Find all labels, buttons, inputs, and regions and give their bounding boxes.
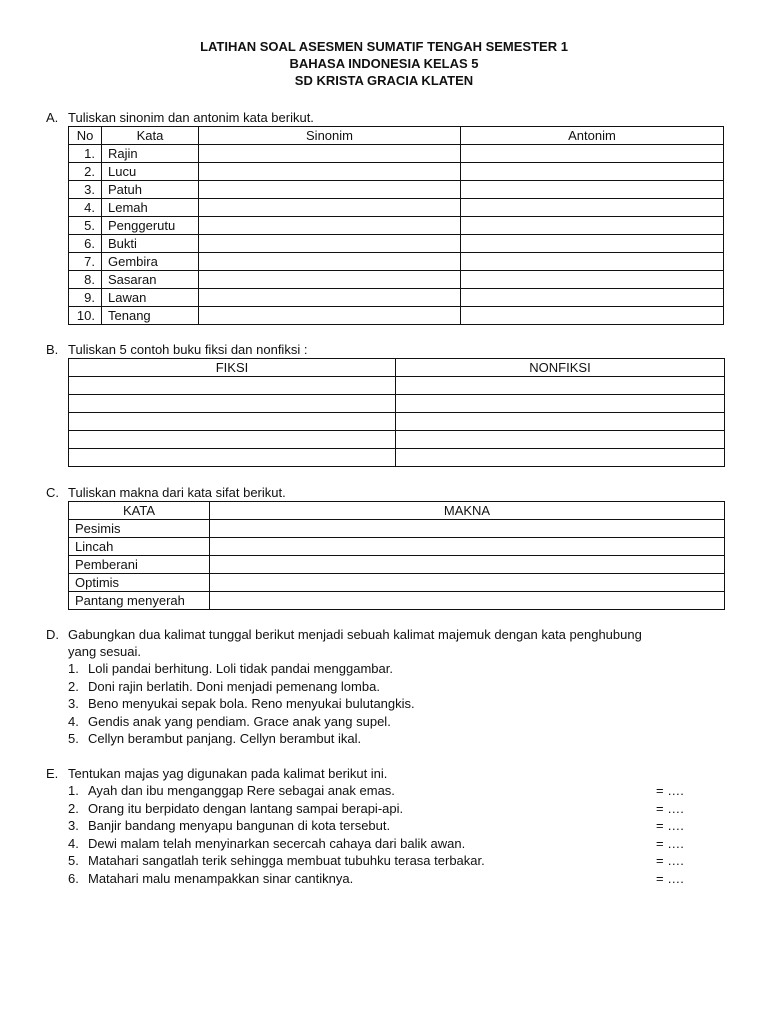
header-title: LATIHAN SOAL ASESMEN SUMATIF TENGAH SEMESTER 1 bbox=[200, 39, 568, 54]
sinonim-answer-cell[interactable] bbox=[199, 271, 461, 289]
row-word: Gembira bbox=[102, 253, 199, 271]
row-word: Lawan bbox=[102, 289, 199, 307]
row-word: Sasaran bbox=[102, 271, 199, 289]
answer-blank[interactable]: = …. bbox=[656, 818, 684, 833]
table-header-row bbox=[69, 502, 725, 520]
header-fiksi: FIKSI bbox=[69, 359, 396, 377]
answer-blank[interactable]: = …. bbox=[656, 853, 684, 868]
row-word: Patuh bbox=[102, 181, 199, 199]
sinonim-answer-cell[interactable] bbox=[199, 181, 461, 199]
sinonim-answer-cell[interactable] bbox=[199, 199, 461, 217]
section-d-letter: D. bbox=[46, 627, 59, 642]
row-number: 8. bbox=[69, 271, 102, 289]
table-row bbox=[69, 253, 724, 271]
header-kata: Kata bbox=[102, 127, 199, 145]
item-text: Loli pandai berhitung. Loli tidak pandai menggambar. bbox=[88, 661, 393, 676]
fiksi-answer-cell[interactable] bbox=[69, 449, 396, 467]
item-text: Matahari sangatlah terik sehingga membuat tubuhku terasa terbakar. bbox=[88, 853, 485, 868]
section-c bbox=[46, 484, 726, 610]
section-a bbox=[46, 109, 726, 325]
item-text: Banjir bandang menyapu bangunan di kota tersebut. bbox=[88, 818, 391, 833]
item-number: 6. bbox=[68, 870, 79, 886]
table-row bbox=[69, 592, 725, 610]
table-row bbox=[69, 449, 725, 467]
section-d-title bbox=[46, 626, 726, 643]
item-text: Orang itu berpidato dengan lantang sampai berapi-api. bbox=[88, 800, 404, 816]
item-number: 2. bbox=[68, 678, 79, 694]
table-row bbox=[69, 289, 724, 307]
item-number: 1. bbox=[68, 783, 79, 798]
row-number: 3. bbox=[69, 181, 102, 199]
fiction-nonfiction-table bbox=[68, 358, 725, 467]
row-word: Pemberani bbox=[69, 556, 210, 574]
list-item bbox=[68, 713, 726, 731]
makna-answer-cell[interactable] bbox=[210, 520, 725, 538]
makna-answer-cell[interactable] bbox=[210, 592, 725, 610]
antonim-answer-cell[interactable] bbox=[461, 253, 724, 271]
table-row bbox=[69, 574, 725, 592]
row-number: 7. bbox=[69, 253, 102, 271]
makna-answer-cell[interactable] bbox=[210, 538, 725, 556]
section-c-instruction: Tuliskan makna dari kata sifat berikut. bbox=[68, 485, 286, 500]
answer-blank[interactable]: = …. bbox=[656, 783, 684, 798]
table-row bbox=[69, 538, 725, 556]
section-a-instruction: Tuliskan sinonim dan antonim kata berikut. bbox=[68, 110, 314, 125]
row-word: Bukti bbox=[102, 235, 199, 253]
header-sinonim: Sinonim bbox=[199, 127, 461, 145]
fiksi-answer-cell[interactable] bbox=[69, 431, 396, 449]
section-d-instruction-cont: yang sesuai. bbox=[68, 644, 141, 659]
antonim-answer-cell[interactable] bbox=[461, 307, 724, 325]
table-header-row bbox=[69, 127, 724, 145]
answer-blank[interactable]: = …. bbox=[656, 800, 684, 816]
table-row bbox=[69, 145, 724, 163]
section-b-title bbox=[46, 341, 726, 358]
list-item bbox=[68, 800, 726, 818]
list-item bbox=[68, 817, 726, 835]
item-text: Cellyn berambut panjang. Cellyn berambut ikal. bbox=[88, 731, 362, 746]
section-b-letter: B. bbox=[46, 342, 59, 357]
makna-answer-cell[interactable] bbox=[210, 574, 725, 592]
table-header-row bbox=[69, 359, 725, 377]
section-e-letter: E. bbox=[46, 766, 59, 781]
list-item bbox=[68, 782, 726, 800]
row-number: 9. bbox=[69, 289, 102, 307]
section-e bbox=[46, 765, 726, 887]
row-word: Optimis bbox=[69, 574, 210, 592]
table-row bbox=[69, 271, 724, 289]
item-text: Beno menyukai sepak bola. Reno menyukai bulutangkis. bbox=[88, 696, 415, 711]
antonim-answer-cell[interactable] bbox=[461, 163, 724, 181]
list-item bbox=[68, 660, 726, 678]
section-e-list bbox=[46, 782, 726, 887]
list-item bbox=[68, 852, 726, 870]
answer-blank[interactable]: = …. bbox=[656, 870, 684, 886]
section-d bbox=[46, 626, 726, 748]
antonim-answer-cell[interactable] bbox=[461, 289, 724, 307]
row-number: 10. bbox=[69, 307, 102, 325]
section-e-title bbox=[46, 765, 726, 782]
item-number: 1. bbox=[68, 661, 79, 676]
section-a-title bbox=[46, 109, 726, 126]
section-d-list bbox=[46, 660, 726, 748]
item-text: Dewi malam telah menyinarkan secercah cahaya dari balik awan. bbox=[88, 835, 466, 851]
section-b bbox=[46, 341, 726, 467]
row-number: 4. bbox=[69, 199, 102, 217]
table-row bbox=[69, 235, 724, 253]
table-row bbox=[69, 413, 725, 431]
answer-blank[interactable]: = …. bbox=[656, 835, 684, 851]
item-number: 5. bbox=[68, 731, 79, 746]
sinonim-answer-cell[interactable] bbox=[199, 145, 461, 163]
row-word: Penggerutu bbox=[102, 217, 199, 235]
item-number: 5. bbox=[68, 853, 79, 868]
row-word: Lincah bbox=[69, 538, 210, 556]
section-c-letter: C. bbox=[46, 485, 59, 500]
table-row bbox=[69, 163, 724, 181]
section-c-title bbox=[46, 484, 726, 501]
header-nonfiksi: NONFIKSI bbox=[396, 359, 725, 377]
table-row bbox=[69, 556, 725, 574]
header-no: No bbox=[69, 127, 102, 145]
row-number: 1. bbox=[69, 145, 102, 163]
sinonim-answer-cell[interactable] bbox=[199, 217, 461, 235]
table-row bbox=[69, 217, 724, 235]
nonfiksi-answer-cell[interactable] bbox=[396, 377, 725, 395]
section-a-letter: A. bbox=[46, 110, 59, 125]
item-number: 3. bbox=[68, 818, 79, 833]
row-number: 6. bbox=[69, 235, 102, 253]
word-meaning-table bbox=[68, 501, 725, 610]
nonfiksi-answer-cell[interactable] bbox=[396, 431, 725, 449]
item-text: Ayah dan ibu menganggap Rere sebagai anak emas. bbox=[88, 783, 395, 798]
item-number: 2. bbox=[68, 800, 79, 816]
row-word: Lemah bbox=[102, 199, 199, 217]
table-row bbox=[69, 395, 725, 413]
item-text: Gendis anak yang pendiam. Grace anak yang supel. bbox=[88, 713, 391, 729]
antonim-answer-cell[interactable] bbox=[461, 235, 724, 253]
synonym-antonym-table bbox=[68, 126, 724, 325]
fiksi-answer-cell[interactable] bbox=[69, 377, 396, 395]
nonfiksi-answer-cell[interactable] bbox=[396, 395, 725, 413]
item-text: Doni rajin berlatih. Doni menjadi pemenang lomba. bbox=[88, 678, 380, 694]
sinonim-answer-cell[interactable] bbox=[199, 235, 461, 253]
row-number: 5. bbox=[69, 217, 102, 235]
nonfiksi-answer-cell[interactable] bbox=[396, 413, 725, 431]
header-subject: BAHASA INDONESIA KELAS 5 bbox=[289, 56, 479, 71]
row-word: Pantang menyerah bbox=[69, 592, 210, 610]
row-word: Tenang bbox=[102, 307, 199, 325]
list-item bbox=[68, 870, 726, 888]
table-row bbox=[69, 377, 725, 395]
table-row bbox=[69, 307, 724, 325]
table-row bbox=[69, 181, 724, 199]
header-makna: MAKNA bbox=[210, 502, 725, 520]
row-number: 2. bbox=[69, 163, 102, 181]
item-number: 3. bbox=[68, 696, 79, 711]
list-item bbox=[68, 730, 726, 748]
section-d-instruction: Gabungkan dua kalimat tunggal berikut menjadi sebuah kalimat majemuk dengan kata penghubung bbox=[68, 627, 642, 642]
sinonim-answer-cell[interactable] bbox=[199, 289, 461, 307]
row-word: Pesimis bbox=[69, 520, 210, 538]
header-school: SD KRISTA GRACIA KLATEN bbox=[294, 73, 474, 88]
document-header bbox=[0, 38, 768, 89]
antonim-answer-cell[interactable] bbox=[461, 181, 724, 199]
sinonim-answer-cell[interactable] bbox=[199, 307, 461, 325]
antonim-answer-cell[interactable] bbox=[461, 271, 724, 289]
antonim-answer-cell[interactable] bbox=[461, 217, 724, 235]
antonim-answer-cell[interactable] bbox=[461, 145, 724, 163]
item-number: 4. bbox=[68, 835, 79, 851]
row-word: Lucu bbox=[102, 163, 199, 181]
header-kata: KATA bbox=[69, 502, 210, 520]
section-e-instruction: Tentukan majas yag digunakan pada kalimat berikut ini. bbox=[68, 766, 388, 781]
header-antonim: Antonim bbox=[461, 127, 724, 145]
item-text: Matahari malu menampakkan sinar cantiknya. bbox=[88, 870, 354, 886]
row-word: Rajin bbox=[102, 145, 199, 163]
nonfiksi-answer-cell[interactable] bbox=[396, 449, 725, 467]
fiksi-answer-cell[interactable] bbox=[69, 395, 396, 413]
table-row bbox=[69, 199, 724, 217]
makna-answer-cell[interactable] bbox=[210, 556, 725, 574]
list-item bbox=[68, 695, 726, 713]
item-number: 4. bbox=[68, 713, 79, 729]
sinonim-answer-cell[interactable] bbox=[199, 253, 461, 271]
section-b-instruction: Tuliskan 5 contoh buku fiksi dan nonfiksi : bbox=[68, 342, 308, 357]
list-item bbox=[68, 835, 726, 853]
table-row bbox=[69, 520, 725, 538]
fiksi-answer-cell[interactable] bbox=[69, 413, 396, 431]
list-item bbox=[68, 678, 726, 696]
antonim-answer-cell[interactable] bbox=[461, 199, 724, 217]
sinonim-answer-cell[interactable] bbox=[199, 163, 461, 181]
table-row bbox=[69, 431, 725, 449]
